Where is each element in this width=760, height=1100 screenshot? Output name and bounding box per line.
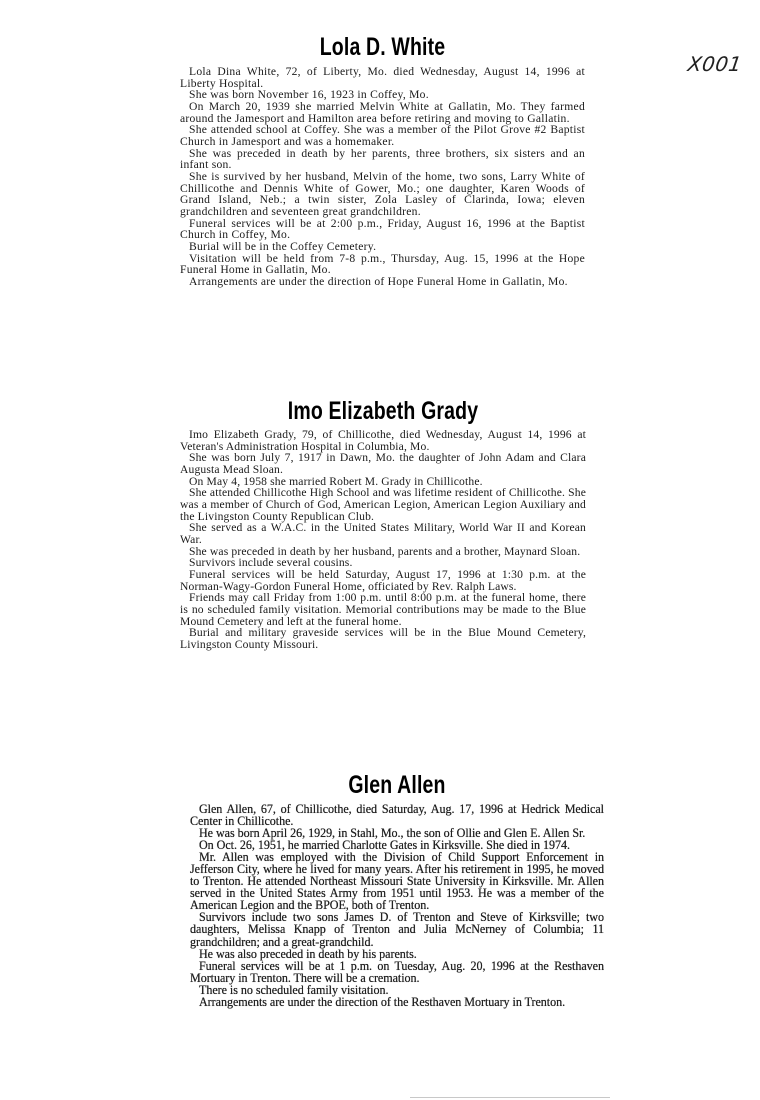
- paragraph: Survivors include several cousins.: [189, 556, 353, 570]
- handwritten-annotation: X001: [686, 52, 744, 76]
- paragraph: There is no scheduled family visitation.: [199, 982, 389, 997]
- paragraph: Funeral services will be held Saturday, August 17, 1996 at 1:30 p.m. at the Norman-Wagy-Gordon Funeral Home, officiated by Rev. Ralph Laws.: [180, 567, 586, 593]
- paragraph: Lola Dina White, 72, of Liberty, Mo. died Wednesday, August 14, 1996 at Liberty Hospital.: [180, 65, 585, 90]
- obituary-body: [180, 429, 586, 650]
- paragraph: She was born July 7, 1917 in Dawn, Mo. the daughter of John Adam and Clara Augusta Mead Sloan.: [180, 451, 586, 476]
- paragraph: Arrangements are under the direction of Hope Funeral Home in Gallatin, Mo.: [189, 274, 568, 288]
- obituary-title: Lola D. White: [319, 33, 446, 61]
- paragraph: Funeral services will be at 2:00 p.m., Friday, August 16, 1996 at the Baptist Church in Coffey, Mo.: [180, 216, 585, 242]
- paragraph: Glen Allen, 67, of Chillicothe, died Saturday, Aug. 17, 1996 at Hedrick Medical Center in Chillicothe.: [190, 802, 604, 829]
- paragraph: Visitation will be held from 7-8 p.m., Thursday, Aug. 15, 1996 at the Hope Funeral Home in Gallatin, Mo.: [180, 251, 585, 277]
- paragraph: She was preceded in death by her husband, parents and a brother, Maynard Sloan.: [189, 544, 581, 558]
- paragraph: Arrangements are under the direction of the Resthaven Mortuary in Trenton.: [199, 994, 566, 1009]
- paragraph: Friends may call Friday from 1:00 p.m. until 8:00 p.m. at the funeral home, there is no scheduled family visitation. Memorial contributions may be made to the Blue Mound Cemetery and left at the funeral home.: [180, 591, 586, 628]
- paragraph: Funeral services will be at 1 p.m. on Tuesday, Aug. 20, 1996 at the Resthaven Mortuary in Trenton. There will be a cremation.: [190, 958, 604, 985]
- paragraph: He was also preceded in death by his parents.: [199, 946, 417, 961]
- paragraph: Burial and military graveside services will be in the Blue Mound Cemetery, Livingston County Missouri.: [180, 626, 586, 651]
- paragraph: She is survived by her husband, Melvin of the home, two sons, Larry White of Chillicothe and Dennis White of Gower, Mo.; one daughter, Karen Woods of Grand Island, Neb.; a twin sister, Zola Lasley of Clarinda, Iowa; eleven grandchildren and seventeen great grandchildren.: [180, 169, 585, 218]
- paragraph: Survivors include two sons James D. of Trenton and Steve of Kirksville; two daughters, Melissa Knapp of Trenton and Julia McNerney of Columbia; 11 grandchildren; and a great-grandchild.: [190, 910, 604, 949]
- paragraph: She attended Chillicothe High School and was lifetime resident of Chillicothe. She was a member of Church of God, American Legion, American Legion Auxiliary and the Livingston County Republican Club.: [180, 486, 586, 523]
- paragraph: On May 4, 1958 she married Robert M. Grady in Chillicothe.: [189, 474, 483, 488]
- obituary-title: Imo Elizabeth Grady: [287, 397, 479, 425]
- obituary-body: [180, 66, 585, 287]
- paragraph: She served as a W.A.C. in the United States Military, World War II and Korean War.: [180, 521, 586, 546]
- paragraph: Imo Elizabeth Grady, 79, of Chillicothe, died Wednesday, August 14, 1996 at Veteran's Administration Hospital in Columbia, Mo.: [180, 428, 586, 453]
- paragraph: She was born November 16, 1923 in Coffey, Mo.: [189, 88, 429, 102]
- obituary-body: [190, 803, 604, 1008]
- scan-edge-line: [410, 1097, 610, 1098]
- paragraph: On March 20, 1939 she married Melvin White at Gallatin, Mo. They farmed around the Jamesport and Hamilton area before retiring and moving to Gallatin.: [180, 99, 585, 125]
- paragraph: Mr. Allen was employed with the Division of Child Support Enforcement in Jefferson City, where he lived for many years. After his retirement in 1995, he moved to Trenton. He attended Northeast Missouri State University in Kirksville. Mr. Allen served in the United States Army from 1951 until 1953. He was a member of the American Legion and the BPOE, both of Trenton.: [190, 850, 604, 913]
- obituary-title: Glen Allen: [348, 771, 446, 799]
- paragraph: On Oct. 26, 1951, he married Charlotte Gates in Kirksville. She died in 1974.: [199, 838, 570, 853]
- paragraph: He was born April 26, 1929, in Stahl, Mo., the son of Ollie and Glen E. Allen Sr.: [199, 826, 586, 841]
- paragraph: Burial will be in the Coffey Cemetery.: [189, 239, 377, 253]
- paragraph: She attended school at Coffey. She was a member of the Pilot Grove #2 Baptist Church in Jamesport and was a homemaker.: [180, 123, 585, 148]
- paragraph: She was preceded in death by her parents, three brothers, six sisters and an infant son.: [180, 146, 585, 172]
